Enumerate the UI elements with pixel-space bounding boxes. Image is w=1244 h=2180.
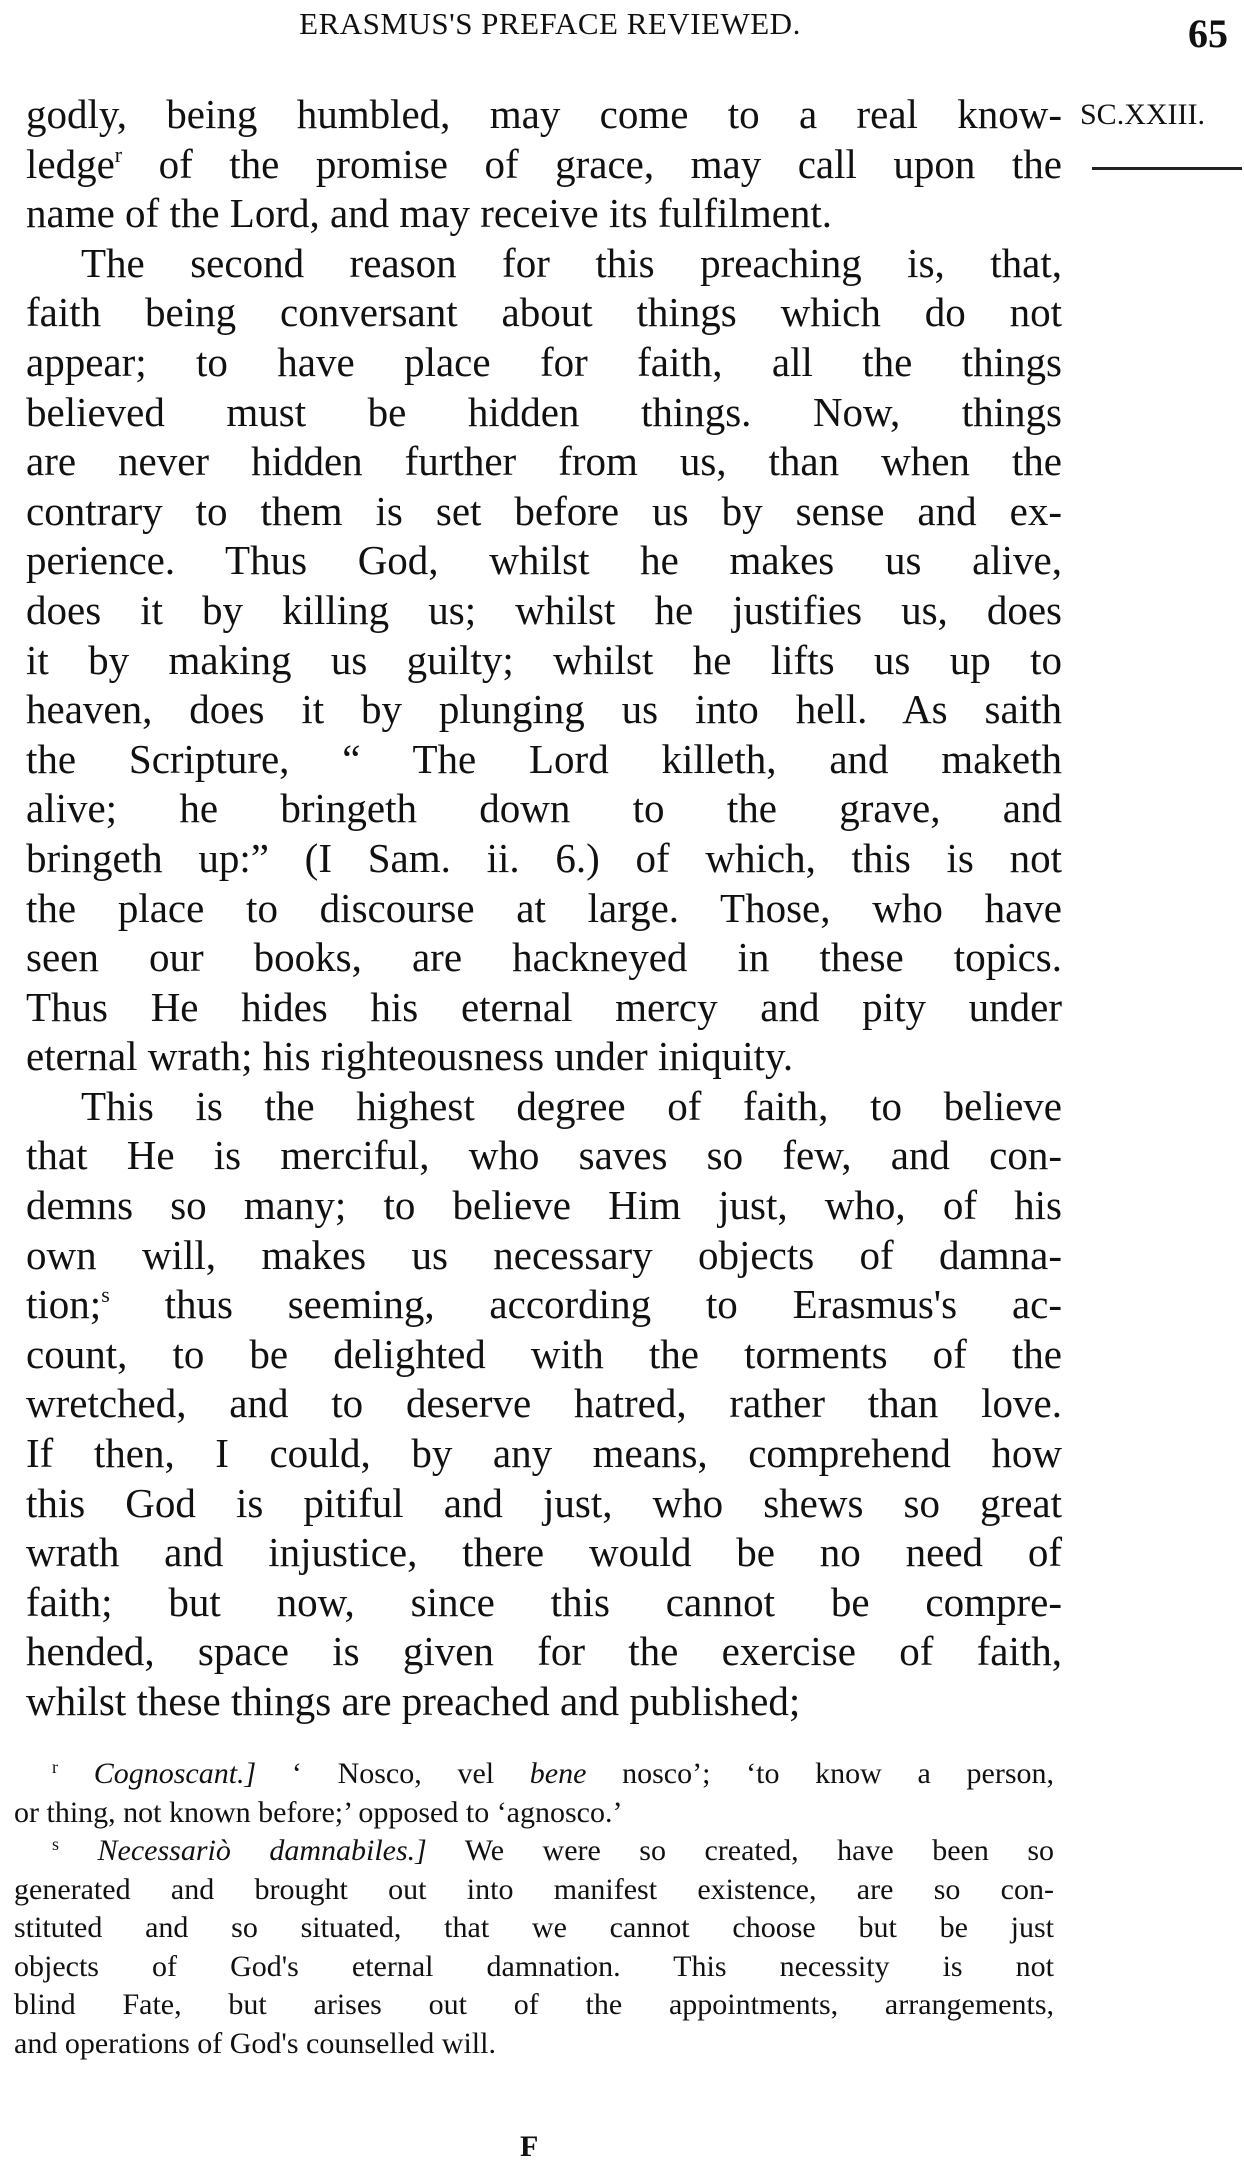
body-line: godly, being humbled, may come to a real know- xyxy=(26,91,1062,137)
signature-mark: F xyxy=(520,2130,539,2163)
body-line: that He is merciful, who saves so few, and con- xyxy=(26,1132,1062,1179)
body-line: count, to be delighted with the torments of the xyxy=(26,1330,1062,1377)
body-line: seen our books, are hackneyed in these topics. xyxy=(26,934,1062,981)
footnote-line: or thing, not known before;’ opposed to ‘agnosco.’ xyxy=(14,1795,623,1829)
body-line: ledge$^r$ of the promise of grace, may call upon the xyxy=(26,140,1062,187)
footnote-ref-r: r xyxy=(114,141,123,167)
page-number: 65 xyxy=(1188,11,1228,56)
footnote-line: and operations of God's counselled will. xyxy=(14,2026,496,2060)
body-line: are never hidden further from us, than when the xyxy=(26,438,1062,485)
footnote-line: objects of God's eternal damnation. This necessity is not xyxy=(14,1949,1054,1983)
body-line: the Scripture, “ The Lord killeth, and maketh xyxy=(26,735,1062,782)
body-line: eternal wrath; his righteousness under iniquity. xyxy=(26,1033,794,1080)
body-line: This is the highest degree of faith, to believe xyxy=(81,1082,1062,1129)
body-line: it by making us guilty; whilst he lifts us up to xyxy=(26,636,1062,683)
footnotes xyxy=(14,1755,1054,2063)
body-line: this God is pitiful and just, who shews so great xyxy=(26,1479,1062,1526)
body-line: demns so many; to believe Him just, who, of his xyxy=(26,1182,1062,1229)
body-line: faith being conversant about things which do not xyxy=(26,289,1062,336)
body-line: alive; he bringeth down to the grave, and xyxy=(26,785,1062,832)
footnote-r: $^r$ Cognoscant.] ‘ Nosco, vel bene nosco’; ‘to know a person, xyxy=(52,1757,1055,1790)
body-text xyxy=(26,90,1062,1727)
body-line: hended, space is given for the exercise of faith, xyxy=(26,1628,1062,1675)
margin-section-note: SC.XXIII. xyxy=(1080,98,1205,131)
margin-rule xyxy=(1092,167,1242,170)
body-line: heaven, does it by plunging us into hell. As saith xyxy=(26,686,1062,733)
footnote-line: blind Fate, but arises out of the appointments, arrangements, xyxy=(14,1988,1054,2021)
running-title: ERASMUS'S PREFACE REVIEWED. xyxy=(299,6,801,41)
body-line: faith; but now, since this cannot be compre- xyxy=(26,1578,1062,1625)
body-line: contrary to them is set before us by sense and ex- xyxy=(26,487,1062,534)
footnote-ref-s: s xyxy=(101,1282,110,1308)
body-line: wretched, and to deserve hatred, rather than love. xyxy=(26,1380,1062,1427)
body-line: wrath and injustice, there would be no need of xyxy=(26,1529,1062,1576)
body-line: If then, I could, by any means, comprehend how xyxy=(26,1430,1062,1477)
body-line: the place to discourse at large. Those, who have xyxy=(26,884,1062,931)
body-line: own will, makes us necessary objects of damna- xyxy=(26,1231,1062,1278)
body-line: bringeth up:” (I Sam. ii. 6.) of which, this is not xyxy=(26,834,1062,881)
body-line: tion;$^s$ thus seeming, according to Erasmus's ac- xyxy=(26,1281,1062,1328)
body-line: does it by killing us; whilst he justifies us, does xyxy=(26,586,1062,633)
body-line: whilst these things are preached and published; xyxy=(26,1678,801,1724)
footnote-s: $^s$ Necessariò damnabiles.] We were so created, have been so xyxy=(52,1834,1055,1867)
body-line: perience. Thus God, whilst he makes us alive, xyxy=(26,537,1062,584)
body-line: Thus He hides his eternal mercy and pity under xyxy=(26,983,1062,1030)
footnote-line: generated and brought out into manifest existence, are so con- xyxy=(14,1872,1054,1906)
body-line: appear; to have place for faith, all the things xyxy=(26,338,1062,385)
body-line: name of the Lord, and may receive its fulfilment. xyxy=(26,190,833,237)
body-line: The second reason for this preaching is, that, xyxy=(81,239,1062,286)
footnote-line: stituted and so situated, that we cannot choose but be just xyxy=(14,1911,1054,1944)
body-line: believed must be hidden things. Now, things xyxy=(26,388,1062,435)
